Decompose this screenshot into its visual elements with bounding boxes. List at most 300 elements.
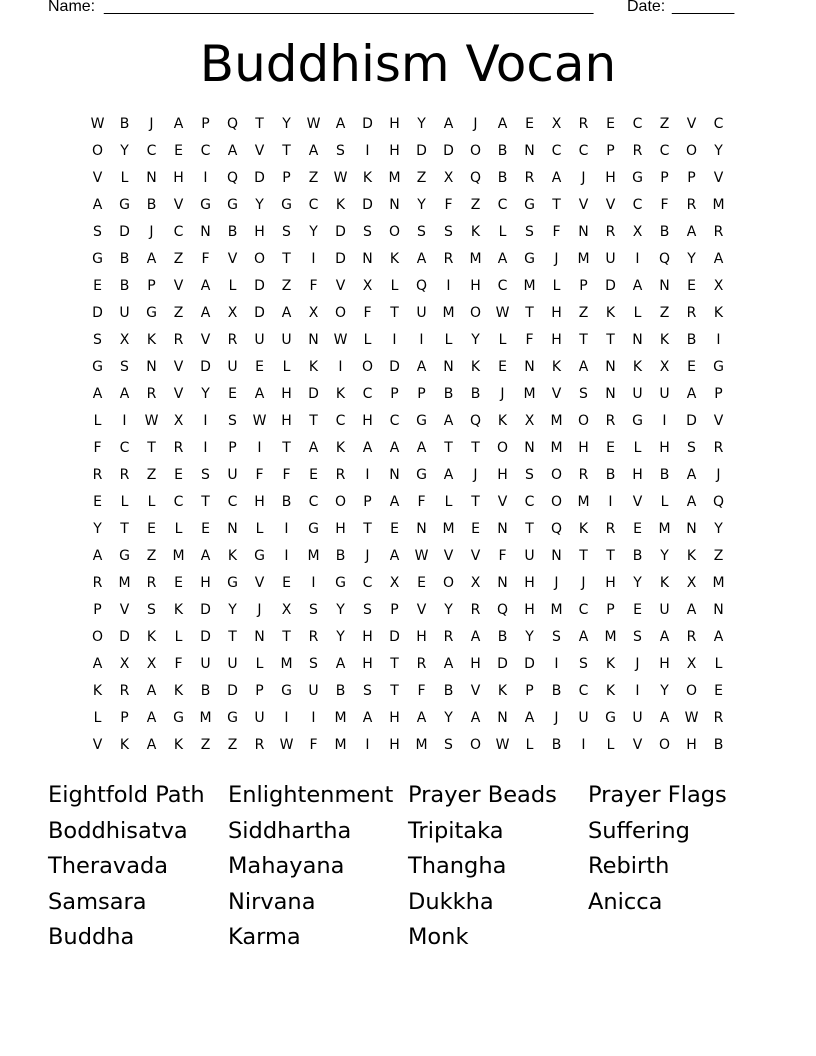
grid-cell[interactable]: A	[227, 143, 238, 159]
grid-cell[interactable]: M	[172, 548, 185, 564]
grid-cell[interactable]: K	[119, 737, 130, 753]
grid-cell[interactable]: T	[282, 143, 291, 159]
grid-cell[interactable]: P	[93, 602, 102, 618]
grid-cell[interactable]: E	[282, 575, 291, 591]
grid-cell[interactable]: T	[525, 521, 534, 537]
grid-cell[interactable]: P	[120, 710, 129, 726]
grid-cell[interactable]: X	[119, 656, 130, 672]
grid-cell[interactable]: Y	[336, 602, 345, 618]
grid-cell[interactable]: U	[281, 332, 292, 348]
grid-cell[interactable]: U	[119, 305, 130, 321]
grid-cell[interactable]: C	[173, 494, 184, 510]
grid-cell[interactable]: F	[201, 251, 210, 267]
grid-cell[interactable]: W	[684, 710, 699, 726]
grid-cell[interactable]: B	[713, 737, 724, 753]
grid-cell[interactable]: N	[443, 359, 454, 375]
grid-cell[interactable]: O	[496, 440, 509, 456]
grid-cell[interactable]: K	[227, 548, 238, 564]
grid-cell[interactable]: O	[685, 143, 698, 159]
grid-cell[interactable]: M	[334, 710, 347, 726]
grid-cell[interactable]: F	[444, 197, 453, 213]
grid-cell[interactable]: A	[659, 629, 670, 645]
grid-cell[interactable]: R	[686, 629, 697, 645]
grid-cell[interactable]: D	[605, 278, 616, 294]
grid-cell[interactable]: H	[335, 521, 346, 537]
grid-cell[interactable]: B	[632, 548, 643, 564]
grid-cell[interactable]: A	[470, 629, 481, 645]
grid-cell[interactable]: H	[605, 575, 616, 591]
grid-cell[interactable]: K	[362, 170, 373, 186]
grid-cell[interactable]: N	[659, 278, 670, 294]
grid-cell[interactable]: K	[632, 359, 643, 375]
grid-cell[interactable]: C	[173, 224, 184, 240]
grid-cell[interactable]: T	[471, 494, 480, 510]
grid-cell[interactable]: C	[578, 602, 589, 618]
grid-cell[interactable]: C	[308, 197, 319, 213]
grid-cell[interactable]: G	[227, 710, 238, 726]
grid-cell[interactable]: I	[284, 548, 289, 564]
grid-cell[interactable]: K	[659, 332, 670, 348]
grid-cell[interactable]: A	[686, 467, 697, 483]
grid-cell[interactable]: J	[149, 224, 154, 240]
name-blank[interactable]: _______________________________________________________	[104, 0, 594, 15]
grid-cell[interactable]: A	[308, 440, 319, 456]
grid-cell[interactable]: C	[497, 197, 508, 213]
grid-cell[interactable]: H	[389, 710, 400, 726]
grid-cell[interactable]: V	[551, 386, 562, 402]
grid-cell[interactable]: A	[713, 629, 724, 645]
grid-cell[interactable]: A	[146, 710, 157, 726]
grid-cell[interactable]: R	[713, 440, 724, 456]
grid-cell[interactable]: A	[659, 710, 670, 726]
grid-cell[interactable]: B	[659, 224, 670, 240]
grid-cell[interactable]: L	[525, 737, 534, 753]
grid-cell[interactable]: T	[120, 521, 129, 537]
grid-cell[interactable]: U	[254, 710, 265, 726]
grid-cell[interactable]: E	[687, 278, 696, 294]
grid-cell[interactable]: R	[227, 332, 238, 348]
grid-cell[interactable]: M	[550, 602, 563, 618]
grid-cell[interactable]: D	[308, 386, 319, 402]
grid-cell[interactable]: A	[632, 278, 643, 294]
grid-cell[interactable]: A	[686, 602, 697, 618]
grid-cell[interactable]: D	[254, 170, 265, 186]
grid-cell[interactable]: G	[713, 359, 724, 375]
grid-cell[interactable]: A	[713, 251, 724, 267]
grid-cell[interactable]: A	[686, 494, 697, 510]
grid-cell[interactable]: X	[686, 656, 697, 672]
grid-cell[interactable]: H	[254, 224, 265, 240]
grid-cell[interactable]: V	[335, 278, 346, 294]
grid-cell[interactable]: P	[147, 278, 156, 294]
grid-cell[interactable]: D	[119, 629, 130, 645]
grid-cell[interactable]: X	[227, 305, 238, 321]
grid-cell[interactable]: P	[714, 386, 723, 402]
grid-cell[interactable]: E	[201, 521, 210, 537]
grid-cell[interactable]: E	[525, 116, 534, 132]
grid-cell[interactable]: S	[120, 359, 129, 375]
grid-cell[interactable]: R	[605, 224, 616, 240]
grid-cell[interactable]: S	[309, 602, 318, 618]
grid-cell[interactable]: E	[606, 440, 615, 456]
grid-cell[interactable]: E	[93, 494, 102, 510]
grid-cell[interactable]: V	[713, 170, 724, 186]
grid-cell[interactable]: C	[389, 413, 400, 429]
grid-cell[interactable]: B	[551, 737, 562, 753]
grid-cell[interactable]: H	[470, 278, 481, 294]
grid-cell[interactable]: V	[92, 737, 103, 753]
grid-cell[interactable]: J	[365, 548, 370, 564]
grid-cell[interactable]: I	[311, 251, 316, 267]
grid-cell[interactable]: W	[495, 737, 510, 753]
grid-cell[interactable]: F	[309, 278, 318, 294]
grid-cell[interactable]: P	[201, 116, 210, 132]
grid-cell[interactable]: X	[119, 332, 130, 348]
grid-cell[interactable]: X	[551, 116, 562, 132]
grid-cell[interactable]: Y	[309, 224, 318, 240]
grid-cell[interactable]: Y	[633, 575, 642, 591]
grid-cell[interactable]: N	[524, 359, 535, 375]
grid-cell[interactable]: V	[254, 143, 265, 159]
grid-cell[interactable]: Y	[336, 629, 345, 645]
grid-cell[interactable]: X	[362, 278, 373, 294]
grid-cell[interactable]: L	[120, 494, 129, 510]
grid-cell[interactable]: G	[605, 710, 616, 726]
grid-cell[interactable]: O	[388, 224, 401, 240]
grid-cell[interactable]: G	[119, 197, 130, 213]
grid-cell[interactable]: A	[254, 386, 265, 402]
grid-cell[interactable]: K	[308, 359, 319, 375]
grid-cell[interactable]: A	[497, 251, 508, 267]
grid-cell[interactable]: D	[686, 413, 697, 429]
grid-cell[interactable]: I	[581, 737, 586, 753]
grid-cell[interactable]: T	[255, 116, 264, 132]
grid-cell[interactable]: S	[525, 224, 534, 240]
grid-cell[interactable]: C	[497, 278, 508, 294]
grid-cell[interactable]: V	[173, 197, 184, 213]
grid-cell[interactable]: E	[471, 521, 480, 537]
grid-cell[interactable]: I	[338, 359, 343, 375]
grid-cell[interactable]: L	[363, 332, 372, 348]
grid-cell[interactable]: D	[200, 602, 211, 618]
grid-cell[interactable]: R	[146, 575, 157, 591]
grid-cell[interactable]: X	[632, 224, 643, 240]
grid-cell[interactable]: F	[498, 548, 507, 564]
grid-cell[interactable]: A	[146, 251, 157, 267]
grid-cell[interactable]: X	[524, 413, 535, 429]
grid-cell[interactable]: J	[581, 575, 586, 591]
grid-cell[interactable]: G	[416, 467, 427, 483]
grid-cell[interactable]: N	[578, 224, 589, 240]
grid-cell[interactable]: S	[687, 440, 696, 456]
grid-cell[interactable]: P	[417, 386, 426, 402]
grid-cell[interactable]: Z	[227, 737, 238, 753]
grid-cell[interactable]: F	[417, 494, 426, 510]
grid-cell[interactable]: A	[524, 710, 535, 726]
grid-cell[interactable]: W	[144, 413, 159, 429]
grid-cell[interactable]: M	[388, 170, 401, 186]
grid-cell[interactable]: I	[392, 332, 397, 348]
grid-cell[interactable]: K	[497, 683, 508, 699]
grid-cell[interactable]: S	[579, 656, 588, 672]
grid-cell[interactable]: K	[146, 332, 157, 348]
grid-cell[interactable]: X	[308, 305, 319, 321]
grid-cell[interactable]: V	[200, 332, 211, 348]
grid-cell[interactable]: X	[146, 656, 157, 672]
grid-cell[interactable]: S	[525, 467, 534, 483]
grid-cell[interactable]: H	[551, 305, 562, 321]
grid-cell[interactable]: U	[524, 548, 535, 564]
grid-cell[interactable]: A	[389, 440, 400, 456]
grid-cell[interactable]: K	[713, 305, 724, 321]
grid-cell[interactable]: H	[173, 170, 184, 186]
grid-cell[interactable]: U	[578, 710, 589, 726]
grid-cell[interactable]: Y	[444, 710, 453, 726]
grid-cell[interactable]: Y	[687, 251, 696, 267]
grid-cell[interactable]: Q	[415, 278, 428, 294]
grid-cell[interactable]: B	[119, 278, 130, 294]
grid-cell[interactable]: Z	[200, 737, 211, 753]
grid-cell[interactable]: R	[713, 710, 724, 726]
grid-cell[interactable]: W	[252, 413, 267, 429]
date-blank[interactable]: _______	[672, 0, 735, 15]
grid-cell[interactable]: N	[497, 710, 508, 726]
grid-cell[interactable]: G	[92, 359, 103, 375]
grid-cell[interactable]: L	[93, 413, 102, 429]
grid-cell[interactable]: X	[173, 413, 184, 429]
grid-cell[interactable]: N	[686, 521, 697, 537]
grid-cell[interactable]: Y	[282, 116, 291, 132]
grid-cell[interactable]: L	[444, 494, 453, 510]
grid-cell[interactable]: R	[173, 440, 184, 456]
grid-cell[interactable]: K	[470, 224, 481, 240]
grid-cell[interactable]: V	[470, 683, 481, 699]
grid-cell[interactable]: H	[524, 575, 535, 591]
grid-cell[interactable]: D	[362, 197, 373, 213]
grid-cell[interactable]: D	[497, 656, 508, 672]
grid-cell[interactable]: L	[174, 521, 183, 537]
grid-cell[interactable]: S	[444, 224, 453, 240]
grid-cell[interactable]: L	[147, 494, 156, 510]
grid-cell[interactable]: X	[389, 575, 400, 591]
grid-cell[interactable]: R	[308, 629, 319, 645]
grid-cell[interactable]: P	[390, 386, 399, 402]
grid-cell[interactable]: B	[119, 116, 130, 132]
grid-cell[interactable]: P	[606, 602, 615, 618]
grid-cell[interactable]: Z	[470, 197, 481, 213]
grid-cell[interactable]: D	[119, 224, 130, 240]
grid-cell[interactable]: Q	[469, 170, 482, 186]
grid-cell[interactable]: P	[282, 170, 291, 186]
grid-cell[interactable]: F	[255, 467, 264, 483]
grid-cell[interactable]: B	[443, 386, 454, 402]
grid-cell[interactable]: C	[632, 197, 643, 213]
grid-cell[interactable]: S	[363, 602, 372, 618]
grid-cell[interactable]: A	[497, 116, 508, 132]
grid-cell[interactable]: I	[608, 494, 613, 510]
grid-cell[interactable]: O	[469, 143, 482, 159]
grid-cell[interactable]: U	[605, 251, 616, 267]
grid-cell[interactable]: A	[443, 656, 454, 672]
grid-cell[interactable]: W	[333, 170, 348, 186]
grid-cell[interactable]: T	[282, 440, 291, 456]
grid-cell[interactable]: J	[554, 710, 559, 726]
grid-cell[interactable]: G	[227, 197, 238, 213]
grid-cell[interactable]: G	[308, 521, 319, 537]
grid-cell[interactable]: G	[524, 251, 535, 267]
grid-cell[interactable]: R	[524, 170, 535, 186]
grid-cell[interactable]: A	[335, 116, 346, 132]
grid-cell[interactable]: H	[497, 467, 508, 483]
grid-cell[interactable]: S	[228, 413, 237, 429]
grid-cell[interactable]: M	[442, 305, 455, 321]
grid-cell[interactable]: L	[633, 305, 642, 321]
grid-cell[interactable]: K	[605, 656, 616, 672]
grid-cell[interactable]: E	[93, 278, 102, 294]
grid-cell[interactable]: Y	[417, 197, 426, 213]
grid-cell[interactable]: H	[416, 629, 427, 645]
grid-cell[interactable]: R	[146, 386, 157, 402]
grid-cell[interactable]: I	[203, 413, 208, 429]
grid-cell[interactable]: F	[417, 683, 426, 699]
grid-cell[interactable]: T	[282, 629, 291, 645]
grid-cell[interactable]: A	[443, 116, 454, 132]
grid-cell[interactable]: D	[227, 683, 238, 699]
grid-cell[interactable]: W	[414, 548, 429, 564]
grid-cell[interactable]: T	[390, 683, 399, 699]
grid-cell[interactable]: V	[173, 386, 184, 402]
grid-cell[interactable]: Y	[660, 548, 669, 564]
grid-cell[interactable]: G	[632, 413, 643, 429]
grid-cell[interactable]: T	[390, 305, 399, 321]
grid-cell[interactable]: M	[550, 440, 563, 456]
grid-cell[interactable]: N	[389, 467, 400, 483]
grid-cell[interactable]: O	[91, 629, 104, 645]
grid-cell[interactable]: D	[254, 305, 265, 321]
grid-cell[interactable]: N	[713, 602, 724, 618]
grid-cell[interactable]: B	[659, 467, 670, 483]
grid-cell[interactable]: E	[228, 386, 237, 402]
grid-cell[interactable]: Z	[578, 305, 589, 321]
grid-cell[interactable]: Q	[658, 251, 671, 267]
grid-cell[interactable]: G	[92, 251, 103, 267]
grid-cell[interactable]: L	[120, 170, 129, 186]
grid-cell[interactable]: V	[713, 413, 724, 429]
grid-cell[interactable]: A	[119, 386, 130, 402]
grid-cell[interactable]: H	[389, 116, 400, 132]
grid-cell[interactable]: B	[200, 683, 211, 699]
grid-cell[interactable]: Q	[712, 494, 725, 510]
grid-cell[interactable]: O	[685, 683, 698, 699]
grid-cell[interactable]: M	[523, 278, 536, 294]
grid-cell[interactable]: N	[146, 170, 157, 186]
grid-cell[interactable]: O	[91, 143, 104, 159]
grid-cell[interactable]: N	[227, 521, 238, 537]
grid-cell[interactable]: D	[524, 656, 535, 672]
grid-cell[interactable]: M	[523, 386, 536, 402]
grid-cell[interactable]: H	[659, 656, 670, 672]
grid-cell[interactable]: Z	[416, 170, 427, 186]
grid-cell[interactable]: H	[362, 629, 373, 645]
grid-cell[interactable]: T	[579, 332, 588, 348]
grid-cell[interactable]: W	[495, 305, 510, 321]
grid-cell[interactable]: M	[604, 629, 617, 645]
grid-cell[interactable]: K	[497, 413, 508, 429]
grid-cell[interactable]: E	[174, 575, 183, 591]
grid-cell[interactable]: S	[633, 629, 642, 645]
grid-cell[interactable]: A	[92, 656, 103, 672]
grid-cell[interactable]: D	[200, 359, 211, 375]
grid-cell[interactable]: V	[443, 548, 454, 564]
grid-cell[interactable]: K	[92, 683, 103, 699]
grid-cell[interactable]: U	[659, 602, 670, 618]
grid-cell[interactable]: D	[389, 359, 400, 375]
grid-cell[interactable]: L	[228, 278, 237, 294]
grid-cell[interactable]: D	[92, 305, 103, 321]
grid-cell[interactable]: G	[173, 710, 184, 726]
grid-cell[interactable]: P	[525, 683, 534, 699]
grid-cell[interactable]: G	[281, 197, 292, 213]
grid-cell[interactable]: O	[658, 737, 671, 753]
grid-cell[interactable]: T	[390, 656, 399, 672]
grid-cell[interactable]: A	[362, 710, 373, 726]
grid-cell[interactable]: K	[146, 629, 157, 645]
grid-cell[interactable]: A	[200, 548, 211, 564]
grid-cell[interactable]: W	[279, 737, 294, 753]
grid-cell[interactable]: M	[712, 575, 725, 591]
grid-cell[interactable]: R	[686, 305, 697, 321]
grid-cell[interactable]: C	[578, 683, 589, 699]
grid-cell[interactable]: N	[524, 440, 535, 456]
grid-cell[interactable]: L	[255, 521, 264, 537]
grid-cell[interactable]: I	[446, 278, 451, 294]
grid-cell[interactable]: H	[551, 332, 562, 348]
grid-cell[interactable]: D	[362, 116, 373, 132]
grid-cell[interactable]: L	[444, 332, 453, 348]
grid-cell[interactable]: O	[334, 494, 347, 510]
grid-cell[interactable]: B	[119, 251, 130, 267]
grid-cell[interactable]: Y	[444, 602, 453, 618]
grid-cell[interactable]: N	[605, 359, 616, 375]
grid-cell[interactable]: J	[554, 251, 559, 267]
grid-cell[interactable]: M	[199, 710, 212, 726]
grid-cell[interactable]: L	[282, 359, 291, 375]
grid-cell[interactable]: C	[713, 116, 724, 132]
grid-cell[interactable]: K	[578, 521, 589, 537]
grid-cell[interactable]: W	[333, 332, 348, 348]
grid-cell[interactable]: C	[659, 143, 670, 159]
grid-cell[interactable]: B	[605, 467, 616, 483]
grid-cell[interactable]: K	[335, 197, 346, 213]
grid-cell[interactable]: R	[92, 575, 103, 591]
grid-cell[interactable]: N	[497, 575, 508, 591]
grid-cell[interactable]: S	[417, 224, 426, 240]
grid-cell[interactable]: O	[550, 494, 563, 510]
grid-cell[interactable]: V	[578, 197, 589, 213]
grid-cell[interactable]: E	[147, 521, 156, 537]
grid-cell[interactable]: G	[227, 575, 238, 591]
grid-cell[interactable]: G	[335, 575, 346, 591]
grid-cell[interactable]: J	[257, 602, 262, 618]
grid-cell[interactable]: A	[443, 413, 454, 429]
grid-cell[interactable]: D	[389, 629, 400, 645]
grid-cell[interactable]: K	[173, 737, 184, 753]
grid-cell[interactable]: O	[469, 737, 482, 753]
grid-cell[interactable]: M	[577, 251, 590, 267]
grid-cell[interactable]: A	[146, 737, 157, 753]
grid-cell[interactable]: M	[280, 656, 293, 672]
grid-cell[interactable]: T	[282, 251, 291, 267]
